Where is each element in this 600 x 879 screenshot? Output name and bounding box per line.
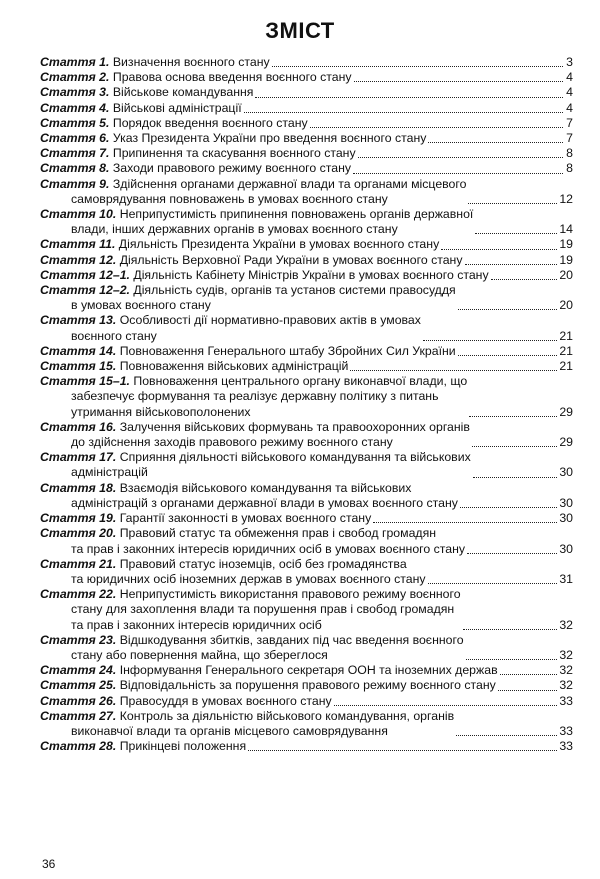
toc-page-number: 8 (566, 146, 573, 161)
article-label: Стаття 18. (40, 480, 117, 495)
article-label: Стаття 1. (40, 55, 110, 69)
toc-entry-text (40, 101, 242, 116)
dot-leader (428, 583, 558, 584)
toc-page-number: 30 (559, 465, 573, 480)
article-title: Діяльність судів, органів та установ системи правосуддя (133, 283, 456, 298)
dot-leader (460, 507, 557, 508)
dot-leader (469, 416, 557, 417)
toc-entry[interactable] (40, 694, 573, 709)
article-title: Неприпустимість використання правового режиму воєнного (119, 587, 461, 602)
article-title-continuation: до здійснення заходів правового режиму воєнного стану (71, 435, 393, 450)
article-title: Діяльність Президента України в умовах воєнного стану (118, 237, 440, 252)
toc-entry-text (40, 663, 498, 678)
toc-entry-text (40, 526, 465, 556)
toc-entry[interactable] (40, 313, 573, 343)
article-label: Стаття 19. (40, 511, 117, 526)
article-title: Інформування Генерального секретаря ООН та іноземних держав (119, 663, 498, 678)
dot-leader (248, 750, 557, 751)
toc-page-number: 20 (559, 267, 573, 282)
article-title: Відповідальність за порушення правового режиму воєнного стану (119, 678, 496, 693)
toc-page-number: 4 (566, 85, 573, 100)
toc-page-number: 30 (559, 541, 573, 556)
toc-page-number: 32 (559, 647, 573, 662)
dot-leader (353, 173, 563, 174)
toc-page-number: 31 (559, 571, 573, 586)
article-title: Указ Президента України про введення воєнного стану (112, 131, 427, 146)
toc-page-number: 8 (566, 161, 573, 176)
toc-entry-text (40, 709, 454, 739)
article-label: Стаття 6. (40, 131, 110, 146)
dot-leader (428, 142, 563, 143)
article-label: Стаття 2. (40, 70, 110, 85)
toc-entry[interactable] (40, 359, 573, 374)
toc-entry[interactable] (40, 55, 573, 70)
toc-entry-text (40, 313, 421, 343)
article-label: Стаття 8. (40, 161, 110, 176)
article-label: Стаття 24. (40, 663, 117, 678)
toc-page-number: 7 (566, 115, 573, 130)
toc-page-number: 7 (566, 131, 573, 146)
toc-entry-text (40, 420, 470, 450)
toc-entry[interactable] (40, 587, 573, 633)
toc-entry[interactable] (40, 253, 573, 268)
article-title-continuation: стану для захоплення влади та порушення прав і свобод громадян (71, 602, 455, 617)
table-of-contents (40, 55, 573, 754)
toc-entry[interactable] (40, 344, 573, 359)
article-label: Стаття 17. (40, 450, 117, 465)
dot-leader (272, 66, 563, 67)
dot-leader (500, 674, 558, 675)
article-title: Сприяння діяльності військового командування та військових (119, 450, 471, 465)
toc-entry[interactable] (40, 709, 573, 739)
toc-entry[interactable] (40, 633, 573, 663)
dot-leader (458, 355, 558, 356)
toc-page-number: 21 (559, 328, 573, 343)
article-label: Стаття 20. (40, 526, 117, 541)
toc-entry[interactable] (40, 237, 573, 252)
article-label: Стаття 28. (40, 739, 117, 754)
article-label: Стаття 13. (40, 313, 117, 328)
article-title-continuation: та юридичних осіб іноземних держав в умовах воєнного стану (71, 571, 426, 586)
dot-leader (473, 477, 558, 478)
article-title: Правовий статус іноземців, осіб без громадянства (119, 556, 407, 571)
toc-entry-text (40, 146, 356, 161)
toc-entry[interactable] (40, 739, 573, 754)
page-title: ЗМІСТ (265, 18, 335, 43)
article-label: Стаття 12–2. (40, 283, 130, 298)
toc-entry-text (40, 694, 332, 709)
article-title: Контроль за діяльністю військового командування, органів (119, 708, 455, 723)
article-title-continuation: адміністрацій (71, 465, 148, 480)
article-label: Стаття 27. (40, 708, 117, 723)
toc-page-number: 4 (566, 70, 573, 85)
article-label: Стаття 9. (40, 176, 110, 191)
article-title: Гарантії законності в умовах воєнного стану (119, 511, 372, 526)
article-title: Повноваження Генерального штабу Збройних Сил України (119, 343, 456, 358)
toc-entry-text (40, 85, 253, 100)
toc-entry-text (40, 481, 458, 511)
dot-leader (423, 340, 557, 341)
toc-page-number: 12 (559, 191, 573, 206)
article-title: Особливості дії нормативно-правових актів в умовах (119, 313, 421, 328)
toc-entry[interactable] (40, 177, 573, 207)
dot-leader (468, 203, 557, 204)
article-title: Припинення та скасування воєнного стану (112, 146, 356, 161)
toc-page-number: 21 (559, 359, 573, 374)
toc-entry[interactable] (40, 146, 573, 161)
toc-entry-text (40, 55, 270, 70)
dot-leader (255, 97, 563, 98)
toc-entry[interactable] (40, 511, 573, 526)
article-label: Стаття 7. (40, 146, 110, 161)
article-title: Взаємодія військового командування та військових (119, 480, 412, 495)
dot-leader (354, 81, 563, 82)
article-title: Військове командування (112, 85, 254, 100)
article-title-continuation: стану або повернення майна, що збереглося (71, 647, 328, 662)
toc-entry[interactable] (40, 481, 573, 511)
dot-leader (465, 264, 558, 265)
article-title: Повноваження центрального органу виконавчої влади, що (133, 374, 468, 389)
article-title: Правосуддя в умовах воєнного стану (119, 693, 332, 708)
toc-entry-text (40, 268, 489, 283)
article-label: Стаття 26. (40, 693, 117, 708)
dot-leader (358, 157, 563, 158)
dot-leader (456, 735, 557, 736)
toc-entry-text (40, 678, 496, 693)
article-title-continuation: та прав і законних інтересів юридичних осіб в умовах воєнного стану (71, 541, 466, 556)
toc-entry[interactable] (40, 161, 573, 176)
toc-entry[interactable] (40, 70, 573, 85)
toc-entry-text (40, 359, 348, 374)
article-label: Стаття 12–1. (40, 267, 130, 282)
toc-entry[interactable] (40, 101, 573, 116)
dot-leader (373, 522, 557, 523)
toc-page-number: 29 (559, 404, 573, 419)
dot-leader (466, 659, 558, 660)
article-title: Здійснення органами державної влади та органами місцевого (112, 176, 467, 191)
toc-entry-text (40, 253, 463, 268)
toc-entry-text (40, 450, 471, 480)
article-label: Стаття 15. (40, 359, 117, 374)
article-label: Стаття 5. (40, 115, 110, 130)
dot-leader (334, 705, 558, 706)
toc-page-number: 33 (559, 739, 573, 754)
toc-entry-text (40, 511, 371, 526)
toc-entry[interactable] (40, 85, 573, 100)
toc-entry-text (40, 131, 426, 146)
toc-entry-text (40, 283, 456, 313)
toc-entry[interactable] (40, 374, 573, 420)
article-label: Стаття 11. (40, 237, 116, 252)
toc-entry-text (40, 344, 456, 359)
toc-entry-text (40, 633, 464, 663)
toc-entry-text (40, 177, 466, 207)
dot-leader (310, 127, 563, 128)
article-title-continuation: самоврядування повноважень в умовах воєнного стану (71, 191, 388, 206)
article-label: Стаття 15–1. (40, 374, 130, 389)
article-title: Залучення військових формувань та правоохоронних органів (119, 419, 470, 434)
dot-leader (458, 309, 558, 310)
dot-leader (472, 446, 557, 447)
article-label: Стаття 25. (40, 678, 117, 693)
dot-leader (491, 279, 558, 280)
page-number: 36 (42, 857, 56, 871)
toc-entry[interactable] (40, 557, 573, 587)
dot-leader (441, 249, 557, 250)
toc-entry-text (40, 374, 467, 420)
toc-page-number: 32 (559, 678, 573, 693)
article-title-continuation: забезпечує формування та реалізує державну політику з питань (71, 389, 439, 404)
toc-entry[interactable] (40, 207, 573, 237)
toc-entry-text (40, 207, 473, 237)
article-title: Військові адміністрації (112, 100, 242, 115)
article-label: Стаття 16. (40, 419, 117, 434)
toc-page-number: 20 (559, 298, 573, 313)
article-title: Порядок введення воєнного стану (112, 115, 308, 130)
toc-page-number: 19 (559, 237, 573, 252)
article-label: Стаття 3. (40, 85, 110, 100)
toc-entry-text (40, 116, 308, 131)
toc-page-number: 33 (559, 693, 573, 708)
toc-entry[interactable] (40, 663, 573, 678)
article-label: Стаття 14. (40, 343, 117, 358)
toc-entry[interactable] (40, 116, 573, 131)
article-label: Стаття 21. (40, 556, 117, 571)
toc-entry[interactable] (40, 420, 573, 450)
dot-leader (350, 370, 557, 371)
article-title-continuation: влади, інших державних органів в умовах воєнного стану (71, 222, 398, 237)
dot-leader (475, 233, 557, 234)
toc-entry[interactable] (40, 450, 573, 480)
toc-entry-text (40, 557, 426, 587)
toc-entry[interactable] (40, 268, 573, 283)
article-title-continuation: утримання військовополонених (71, 404, 251, 419)
toc-page-number: 3 (566, 55, 573, 69)
toc-entry-text (40, 161, 351, 176)
article-label: Стаття 10. (40, 207, 117, 222)
toc-page-number: 32 (559, 617, 573, 632)
article-title-continuation: адміністрацій з органами державної влади в умовах воєнного стану (71, 495, 458, 510)
toc-page-number: 30 (559, 495, 573, 510)
toc-page-number: 32 (559, 663, 573, 678)
article-title: Прикінцеві положення (119, 739, 247, 754)
article-title: Діяльність Верховної Ради України в умовах воєнного стану (119, 252, 463, 267)
toc-entry[interactable] (40, 526, 573, 556)
article-title-continuation: та прав і законних інтересів юридичних осіб (71, 617, 322, 632)
article-title-continuation: воєнного стану (71, 328, 157, 343)
toc-entry-text (40, 70, 352, 85)
toc-page-number: 19 (559, 252, 573, 267)
toc-page-number: 33 (559, 723, 573, 738)
toc-entry-text (40, 739, 246, 754)
toc-page-number: 4 (566, 100, 573, 115)
article-title: Повноваження військових адміністрацій (119, 359, 349, 374)
article-label: Стаття 23. (40, 632, 117, 647)
toc-page-number: 30 (559, 511, 573, 526)
dot-leader (498, 690, 558, 691)
article-title: Правовий статус та обмеження прав і свобод громадян (119, 526, 437, 541)
article-title-continuation: виконавчої влади та органів місцевого самоврядування (71, 723, 388, 738)
toc-entry-text (40, 587, 461, 633)
toc-page-number: 29 (559, 435, 573, 450)
article-title: Неприпустимість припинення повноважень органів державної (119, 207, 474, 222)
article-label: Стаття 22. (40, 587, 117, 602)
toc-page-number: 14 (559, 222, 573, 237)
article-label: Стаття 12. (40, 252, 117, 267)
toc-entry[interactable] (40, 283, 573, 313)
article-title-continuation: в умовах воєнного стану (71, 298, 211, 313)
toc-entry-text (40, 237, 439, 252)
article-title: Відшкодування збитків, завданих під час введення воєнного (119, 632, 464, 647)
dot-leader (467, 553, 557, 554)
article-title: Правова основа введення воєнного стану (112, 70, 352, 85)
toc-entry[interactable] (40, 131, 573, 146)
toc-entry[interactable] (40, 678, 573, 693)
article-title: Визначення воєнного стану (112, 55, 270, 69)
article-label: Стаття 4. (40, 100, 110, 115)
dot-leader (463, 629, 558, 630)
toc-page-number: 21 (559, 343, 573, 358)
article-title: Діяльність Кабінету Міністрів України в умовах воєнного стану (133, 267, 489, 282)
dot-leader (244, 112, 563, 113)
article-title: Заходи правового режиму воєнного стану (112, 161, 352, 176)
